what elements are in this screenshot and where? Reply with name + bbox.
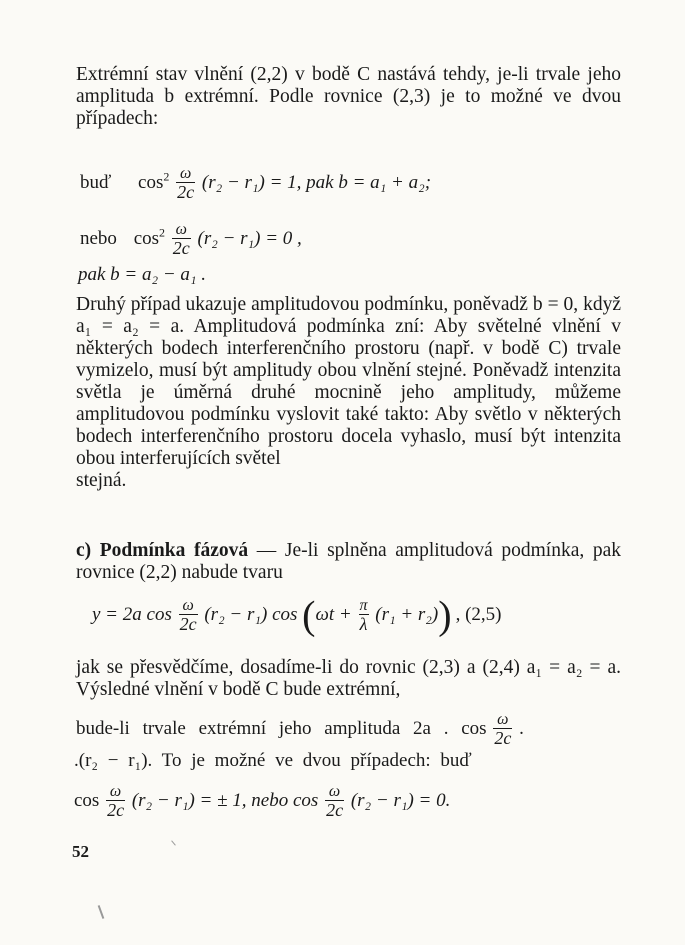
eq2-body: (r₂ − r₁) = 0 , — [197, 227, 302, 249]
eq4-num1: ω — [182, 597, 194, 614]
eq1-fraction — [176, 166, 195, 201]
eq1-body: (r₂ − r₁) = 1, pak b = a₁ + a₂; — [201, 171, 432, 193]
equation-4 — [92, 592, 502, 638]
eq4-tail: (r₁ + r₂) — [375, 603, 439, 625]
eq1-cos: cos — [138, 171, 164, 193]
eq2-num: ω — [175, 221, 187, 238]
eq5-num2: ω — [328, 783, 341, 800]
eq4-open-paren: ( — [302, 592, 316, 638]
page-number: 52 — [72, 842, 89, 861]
paragraph-2-block — [76, 294, 621, 492]
eq1-lead: buď — [80, 171, 112, 193]
equation-1 — [80, 166, 431, 201]
equation-2 — [80, 222, 302, 257]
eq2-lead: nebo — [80, 227, 117, 249]
para3b-text: bude-li trvale extrémní jeho amplituda 2a . cos — [76, 717, 487, 739]
eq4-lhs: y = 2a cos — [92, 603, 172, 625]
print-speck — [171, 840, 176, 845]
eq2-cos: cos — [133, 227, 160, 249]
eq5-den1: 2c — [107, 800, 125, 820]
page-text — [76, 64, 621, 130]
eq5-den2: 2c — [326, 800, 344, 820]
eq4-den1: 2c — [179, 614, 197, 634]
eq5-fraction-1 — [106, 784, 125, 819]
print-speck — [98, 905, 105, 919]
section-c-text: — Je-li splněna amplitudová podmínka, pak rovnice (2,2) nabude tvaru — [76, 540, 622, 583]
section-c-heading: c) Podmínka fázová — [76, 540, 249, 561]
para3b-num: ω — [497, 711, 509, 728]
paragraph-3b — [76, 712, 524, 747]
paragraph-3a: jak se přesvědčíme, dosadíme-li do rovnic (2,3) a (2,4) a₁ = a₂ = a. Výsledné vlnění v bodě C bude extrémní, — [76, 657, 621, 700]
eq4-wt: ωt + — [315, 603, 352, 625]
eq4-fraction-1 — [179, 598, 198, 633]
eq5-num1: ω — [109, 783, 122, 800]
paragraph-3c: .(r₂ − r₁). To je možné ve dvou případech: buď — [74, 750, 472, 771]
eq4-close-paren: ) — [438, 592, 452, 638]
paragraph-1: Extrémní stav vlnění (2,2) v bodě C nastává tehdy, je-li trvale jeho amplituda b extrémní. Podle rovnice (2,3) je to možné ve dvou případech: — [76, 64, 621, 129]
para3b-fraction — [493, 712, 512, 747]
paragraph-3-block — [76, 657, 621, 701]
equation-5 — [74, 784, 450, 819]
eq4-mid: (r₂ − r₁) cos — [204, 603, 298, 625]
eq2-den: 2c — [172, 238, 190, 258]
section-c-paragraph — [76, 540, 621, 584]
eq5-body1: (r₂ − r₁) = ± 1, nebo cos — [131, 789, 319, 811]
section-c-block — [76, 540, 621, 584]
eq5-fraction-2 — [325, 784, 344, 819]
eq2-fraction — [172, 222, 191, 257]
eq5-cos1: cos — [74, 789, 100, 811]
eq4-fraction-2 — [359, 598, 369, 633]
eq5-body2: (r₂ − r₁) = 0. — [350, 789, 451, 811]
eq2-sup: 2 — [159, 225, 166, 240]
equation-3: pak b = a₂ − a₁ . — [78, 264, 207, 285]
eq1-sup: 2 — [163, 169, 170, 184]
eq1-num: ω — [179, 165, 192, 182]
eq4-number: , (2,5) — [455, 603, 502, 625]
para3b-end: . — [519, 717, 524, 739]
eq4-num2: π — [359, 597, 368, 614]
eq4-den2: λ — [359, 614, 368, 634]
paragraph-2-last-line: stejná. — [76, 470, 127, 491]
para3b-den: 2c — [494, 728, 512, 748]
eq1-den: 2c — [177, 182, 195, 202]
paragraph-2: Druhý případ ukazuje amplitudovou podmínku, poněvadž b = 0, když a₁ = a₂ = a. Amplitudová podmínka zní: Aby světelné vlnění v některých bodech interferenčního prostoru (např. v bodě C) trvale vymizelo, musí být amplitudy obou vlnění stejné. Poněvadž intenzita světla je úměrná druhé mocnině jeho amplitudy, můžeme amplitudovou podmínku vyslovit také takto: Aby světlo v některých bodech interferenčního prostoru docela vyhaslo, musí být intenzita obou interferujících světel — [76, 294, 621, 469]
